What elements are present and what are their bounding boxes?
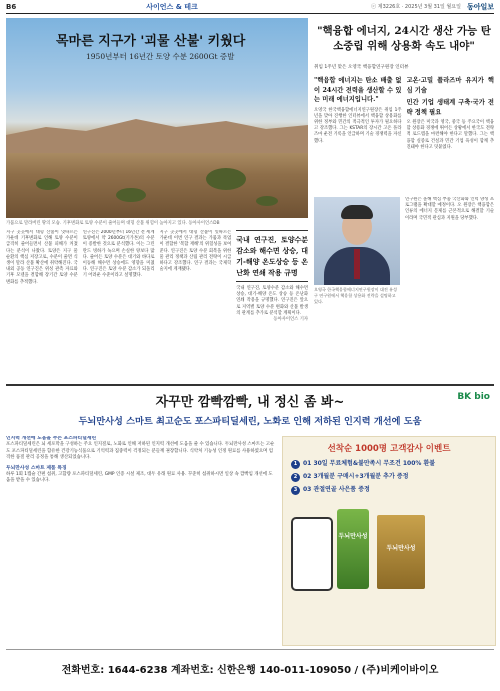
body-column: 지구 곳곳에서 대형 산불이 잇따르는 가운데 이번 연구 결과는 가뭄과 폭염이 결합한 '복합 재해'의 위험성을 보여준다. 연구진은 토양 수분 회복을 위한 물 관리 정책과 산림 관리 전략이 시급하다고 강조했다. 연구 결과는 국제학술지에 게재됐다.: [159, 230, 232, 273]
body-column: 연구진은 2000년부터 16년간 전 세계 토양에서 약 2600Gt(기가톤)의 수분이 증발한 것으로 분석했다. 이는 그린란드 빙하가 녹으며 손실한 양보다 많다. 줄어든 토양 수분은 대기와 바다로 이동해 해수면 상승에도 영향을 미쳤다. 연구진은 토양 수분 감소가 되돌리기 어려운 수준이라고 설명했다.: [82, 230, 155, 279]
event-panel: [282, 436, 496, 646]
hair-shape: [341, 205, 373, 219]
product-label: 두뇌만사성: [338, 533, 368, 540]
event-item: 3 03 관절연골 사은품 증정: [291, 484, 487, 495]
quote-highlight: 고온·고밀 플라즈마 유지가 핵심 기술: [406, 77, 494, 94]
pull-quote: 국내 연구진, 토양수분 감소와 해수면 상승, 대기-해양 온도상승 등 온난화 연쇄 작용 규명: [236, 230, 308, 282]
tie-shape: [354, 249, 360, 279]
product-box: [377, 515, 425, 589]
byline: 동아사이언스 기자: [273, 317, 308, 323]
event-list: [291, 458, 487, 495]
body-column: [236, 230, 308, 378]
body-column: [314, 73, 402, 193]
phone-icon: [291, 517, 333, 591]
masthead: [6, 0, 494, 14]
body-column: 지구 곳곳에서 대형 산불이 잇따르는 가운데 기후변화로 인해 토양 수분이 급격히 줄어들면서 산불 피해가 커졌다는 분석이 나왔다. 토양은 지구 물 순환의 핵심 저장고로, 수분이 줄면 식생이 말라 산불 확산에 취약해진다. 국내외 공동 연구진은 위성 관측 자료와 기후 모델을 결합해 장기간 토양 수분 변화를 추적했다.: [6, 230, 78, 285]
brand-logo: BK bio: [457, 392, 490, 402]
body-text: 국내 연구진, 토양수분 감소와 해수면 상승, 대기-해양 온도 상승 등 온난화 연쇄 작용을 규명했다. 연구진은 앞으로 지역별 토양 수분 변화와 산불 발생의 관계를 추가로 분석할 계획이다.: [236, 286, 308, 316]
photo-caption: 가뭄으로 말라버린 땅의 모습. 기후변화로 토양 수분이 줄어들며 대형 산불 위험이 높아지고 있다. 동아사이언스DB: [6, 221, 220, 226]
left-article: [6, 18, 308, 378]
interview-lower: [314, 197, 494, 309]
section-title: 사이언스 & 테크: [146, 2, 198, 11]
paper-logo: 동아일보: [466, 2, 494, 11]
portrait-photo: [314, 197, 400, 285]
desert-photo: [6, 18, 308, 218]
article-subhead: 1950년부터 16년간 토양 수분 2600Gt 증발: [86, 52, 235, 61]
ad-title: 두뇌만사성 스마트 최고순도 포스파티딜세린, 노화로 인해 저하된 인지력 개선에 도움: [78, 416, 422, 427]
portrait-caption: 오영국 한국핵융합에너지연구원장이 대전 유성구 연구원에서 핵융합 상용화 전략을 설명하고 있다.: [314, 287, 397, 304]
product-bottle: [337, 509, 369, 589]
event-item: 1 01 30일 무료체험&불만족시 무조건 100% 환불: [291, 458, 487, 469]
body-text: 오 원장은 미국과 영국, 중국 등 주요국이 핵융합 상용화 경쟁에 뛰어든 상황에서 한국도 전략적 로드맵을 마련해야 한다고 말했다. 그는 핵융합 실증로 건설과 민간 기업 육성이 함께 추진돼야 한다고 덧붙였다.: [406, 120, 494, 150]
article-headline: 목마른 지구가 '괴물 산불' 키웠다: [56, 34, 246, 49]
advertisement: [6, 384, 494, 686]
shrub: [116, 188, 146, 202]
ad-description: [6, 436, 276, 644]
interview-subline: 취임 1주년 맞은 오영국 핵융합연구원장 인터뷰: [314, 65, 409, 70]
body-text: 오영국 한국핵융합에너지연구원장은 취임 1주년을 맞아 진행한 인터뷰에서 핵융합 상용화를 위한 정부와 민간의 적극적인 투자가 필요하다고 강조했다. 그는 KSTAR의 장시간 고온 플라즈마 운전 기록을 언급하며 기술 경쟁력을 자신했다.: [314, 107, 402, 144]
shrub: [206, 168, 246, 190]
body-column: [407, 73, 495, 193]
ad-subheading: 두뇌만사성 스마트 제품 특징: [6, 465, 67, 471]
ad-contact-footer: 전화번호: 1644-6238 계좌번호: 신한은행 140-011-109050 / (주)비케이바이오: [6, 649, 494, 686]
page-number: B6: [6, 2, 17, 11]
shrub: [256, 196, 278, 206]
event-title: 선착순 1000명 고객감사 이벤트: [327, 444, 451, 454]
interview-headline: "핵융합 에너지, 24시간 생산 가능 탄소중립 위해 상용화 속도 내야": [317, 25, 491, 52]
quote-highlight: 민간 기업 생태계 구축·국가 전략 정책 필요: [406, 99, 494, 116]
article-body: [6, 230, 308, 378]
interview-body: [314, 73, 494, 193]
body-column: 연구원은 올해 핵심 부품 국산화와 인력 양성 프로그램을 확대할 예정이다. 오 원장은 핵융합은 인류의 에너지 문제를 근본적으로 해결할 기술이라며 국민적 관심과 지원을 당부했다.: [405, 197, 494, 221]
ad-subheading: 인지력 개선에 도움을 주는 포스파티딜세린: [6, 436, 97, 441]
issue-info: ⓒ 제3226호 · 2025년 3월 31일 월요일: [371, 4, 461, 10]
mountain-ridge: [6, 113, 308, 153]
right-article: [314, 18, 494, 378]
quote-highlight: "핵융합 에너지는 탄소 배출 없이 24시간 전력을 생산할 수 있는 미래 에너지입니다.": [314, 77, 402, 103]
portrait-block: [314, 197, 400, 309]
ad-tagline: 자꾸만 깜빡깜빡, 내 정신 좀 봐~: [155, 395, 345, 410]
shrub: [36, 178, 60, 190]
ad-body: 하루 1회 1캡슐 간편 섭취, 고함량 포스파티딜세린, GMP 인증 시설 제조, 대두 유래 원료 사용. 꾸준히 섭취하시면 일상 속 깜빡임 개선에 도움을 받을 수 있습니다.: [6, 472, 273, 484]
event-item: 2 02 3개월분 구매시+3개월분 추가 증정: [291, 471, 487, 482]
ad-body: 포스파티딜세린은 뇌 세포막을 구성하는 주요 인지질로, 노화로 인해 저하된 인지력 개선에 도움을 줄 수 있습니다. 두뇌만사성 스마트는 고순도 포스파티딜세린을 함유한 건강기능식품으로 기억력과 집중력이 걱정되는 분들께 권장합니다. 식약처 기능성 인정 원료를 사용하였으며 엄격한 품질 관리 공정을 통해 생산되었습니다.: [6, 442, 275, 461]
product-label: 두뇌만사성: [386, 545, 416, 552]
